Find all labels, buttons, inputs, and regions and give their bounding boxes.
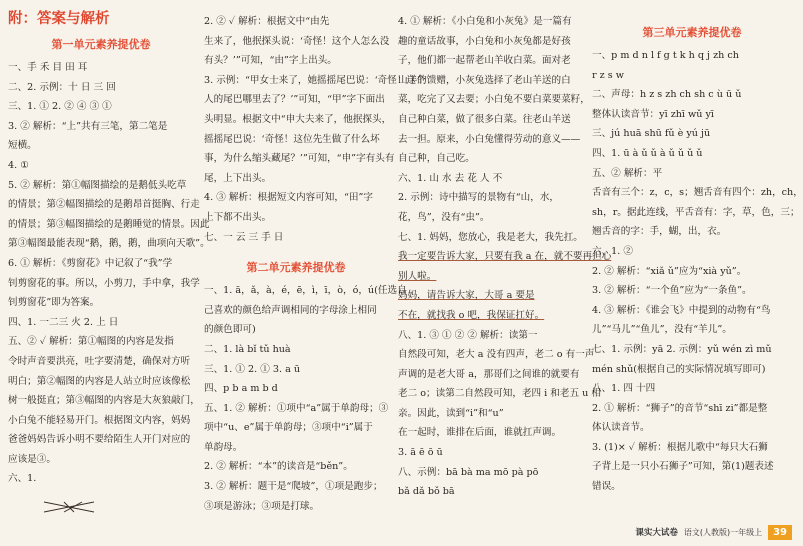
answer-line: 三、1. ① 2. ② ④ ③ ① (8, 101, 112, 113)
answer-line: 小白兔不能轻易开门。根据图文内容，妈妈 (8, 414, 191, 426)
answer-line: 八、1. ③ ① ② ② 解析：读第一 (398, 329, 538, 341)
answer-line: 四、1. 一二三 火 2. 上 日 (8, 316, 119, 328)
answer-line: 声调的是老大哥 a，那哥们之间谁的就要有 (398, 368, 580, 380)
answer-line: 短横。 (8, 140, 37, 152)
answer-line: 3. (1)× ✓ 解析：根据儿歌中“每只大石狮 (592, 441, 768, 453)
answer-line: 单韵母。 (204, 441, 243, 453)
answer-line: 应该是③。 (8, 453, 56, 465)
answer-line: 体认读音节。 (592, 422, 650, 434)
answer-line: 七、1. 示例：yā 2. 示例：yǔ wén zì mǔ (592, 343, 772, 355)
answer-line: 明白；第②幅图的内容是人站立时应该像松 (8, 375, 191, 387)
answer-line: 七、一 云 三 手 日 (204, 231, 284, 243)
answer-line: 上下都不出头。 (204, 211, 272, 223)
answer-line: 4. ① 解析：《小白兔和小灰兔》是一篇有 (398, 16, 572, 27)
answer-line: 树一般挺直；第③幅图的内容是大灰狼敲门， (8, 395, 200, 407)
answer-line: 八、1. 四 十四 (592, 383, 656, 395)
answer-line: bǎ dǎ bǒ bā (398, 486, 455, 498)
page-number: 39 (768, 525, 792, 540)
answer-line: 六、1. ② (592, 245, 633, 257)
answer-line: 在一起时，谁排在后面，谁就扛声调。 (398, 427, 562, 439)
answer-line: 2. 示例：诗中描写的景物有“山，水， (398, 192, 560, 204)
answer-line: 别人啦。 (398, 270, 437, 282)
answer-line: 4. ③ 解析：根据短文内容可知，“田”字 (204, 192, 373, 204)
answer-line: 不在，就找我 o 吧，我保证扛好。 (398, 309, 545, 321)
answer-line: sh，r。据此连线，平舌音有：字，草，色，三； (592, 206, 800, 218)
answer-line: 的情景；第②幅图描绘的是鹅昂首挺胸、行走 (8, 199, 200, 211)
answer-line: 错误。 (592, 481, 621, 493)
column-4-lines (592, 46, 803, 497)
answer-line: 六、1. 山 水 去 花 人 不 (398, 172, 503, 184)
answer-line: 趣的童话故事，小白兔和小灰兔都是好孩 (398, 35, 571, 47)
answer-line: 儿”“马儿”“鱼儿”，没有“羊儿”。 (592, 324, 732, 336)
answer-line: 妈妈，请告诉大家，大哥 a 要是 (398, 290, 535, 302)
answer-line: 3. ② 解析：“一个鱼”应为“一条鱼”。 (592, 285, 752, 297)
answer-line: 花，鸟”，没有“虫”。 (398, 211, 490, 223)
answer-line: ③项是游泳；③项是打球。 (204, 500, 320, 512)
answer-line: 第③幅图最能表现“鹅，鹅，鹅，曲项向天歌”。 (8, 238, 210, 250)
column-1 (8, 0, 210, 546)
page-footer (635, 524, 792, 540)
answer-line: 五、② 解析：平 (592, 167, 663, 179)
answer-line: 3. ā ē ō ū (398, 447, 443, 459)
section-title-unit3: 第三单元素养提优卷 (642, 26, 742, 39)
answer-line: 2. ② ✓ 解析：根据文中“由先 (204, 16, 330, 27)
answer-line: 三、jú huā shū fǔ è yú jū (592, 128, 711, 140)
answer-line: 事，为什么缩头藏尾？’”可知，“申”字有头有 (204, 153, 395, 165)
answer-line: 爸爸妈妈告诉小明不要给陌生人开门对应的 (8, 434, 191, 446)
answer-line: 摇摇尾巴说：‘奇怪！这位先生做了什么坏 (204, 133, 380, 145)
answer-line: 4. ① (8, 159, 29, 171)
answer-line: 舌音有三个：z，c，s；翘舌音有四个：zh，ch， (592, 187, 803, 199)
answer-line: 我一定要告诉大家，只要有我 a 在，就不要再担心 (398, 251, 612, 263)
answer-line: 子，他们都一起帮老山羊收白菜。面对老 (398, 55, 571, 67)
answer-line: 三、1. ① 2. ① 3. a ū (204, 363, 301, 375)
answer-line: 2. ① 解析：“狮子”的音节“shī zi”都是整 (592, 402, 768, 414)
answer-line: 3. ② 解析：“上”共有三笔，第二笔是 (8, 120, 168, 132)
connect-lines-figure (42, 500, 102, 514)
answer-line: 二、声母：h z s zh ch sh c ù ū ǔ (592, 89, 742, 101)
column-4 (592, 0, 803, 546)
answer-line: 二、1. là bǐ tǔ huà (204, 343, 291, 355)
answer-line: 3. ② 解析：题干是“爬坡”，①项是跑步； (204, 481, 383, 493)
answer-line: 5. ② 解析：第①幅图描绘的是鹅低头吃草 (8, 179, 187, 191)
answer-line: 整体认读音节：yī zhī wǔ yī (592, 108, 714, 120)
answer-line: 去一担。原来，小白兔懂得劳动的意义—— (398, 133, 581, 145)
answer-line: 头明显。根据文中“申大夫来了，他抿探头， (204, 113, 392, 125)
column-1-lines (8, 58, 210, 489)
answer-line: 菜，吃完了又去要；小白兔不要白菜要菜籽， (398, 94, 590, 106)
answer-line: 项中“u、e”属于单韵母；③项中“i”属于 (204, 422, 373, 434)
section-title-unit2: 第二单元素养提优卷 (246, 261, 346, 275)
answer-line: 五、1. ② 解析：①项中“a”属于单韵母；③ (204, 402, 389, 414)
answer-line: 6. ① 解析：《剪窗花》中记叙了“我”学 (8, 257, 173, 269)
answer-line: 七、1. 妈妈，您放心，我是老大，我先扛。 (398, 231, 583, 243)
answer-line: 3. 示例：“甲女士来了，她摇摇尾巴说：‘奇怪！这个 (204, 74, 426, 86)
answer-line: 钊剪窗花的事。所以，小剪刀，手中拿，我学 (8, 277, 200, 289)
answer-line: 一、p m d n l f g t k h q j zh ch (592, 50, 739, 61)
answer-line: 八、示例：bā bà ma mō pà pō (398, 466, 539, 478)
footer-edition: 语文(人教版)一年级上 (683, 527, 763, 537)
answer-line: 子背上是一只小石狮子”可知，第(1)题表述 (592, 461, 774, 473)
answer-line: 亲。因此，读到“i”和“u” (398, 407, 504, 419)
answer-line: 二、2. 示例：十 日 三 回 (8, 81, 116, 93)
answer-line: 4. ③ 解析：《谁会飞》中提到的动物有“鸟 (592, 304, 771, 316)
answer-line: 的情景；第③幅图描绘的是鹅睡觉的情景。因此 (8, 218, 210, 230)
answer-line: 人的尾巴哪里去了？’”可知，“甲”字下面出 (204, 94, 385, 106)
answer-line: 自然段可知，老大 a 没有四声，老二 o 有一声 (398, 349, 595, 361)
answer-line: 己喜欢的颜色给声调相同的字母涂上相同 (204, 304, 377, 316)
answer-line: 四、1. ū à ǔ ǔ à ǔ ǔ ǔ ǔ (592, 147, 703, 159)
answer-line: 五、② ✓ 解析：第①幅图的内容是发指 (8, 336, 174, 348)
section-title-unit1: 第一单元素养提优卷 (51, 38, 151, 51)
answer-line: mén shǔ(根据自己的实际情况填写即可) (592, 363, 766, 375)
answer-line: 老二 o；读第二自然段可知，老四 i 和老五 u 相 (398, 388, 601, 400)
answer-line: 尾，上下出头。 (204, 172, 272, 184)
answer-line: 一、手 禾 目 田 耳 (8, 62, 88, 73)
footer-brand: 课实大试卷 (635, 528, 678, 538)
answer-line: 钊剪窗花”即为答案。 (8, 297, 100, 309)
answer-line: 自己种白菜，做了很多白菜。往老山羊送 (398, 113, 571, 125)
answer-line: 自己种，自己吃。 (398, 153, 475, 165)
answer-line: 令时声音要洪亮，吐字要清楚，确保对方听 (8, 355, 191, 367)
answer-line: 有头？’”可知，“由”字上出头。 (204, 55, 337, 67)
answer-line: r z s w (592, 69, 624, 81)
answer-line: 生来了，他抿探头说：‘奇怪！这个人怎么没 (204, 35, 390, 47)
answer-line: 的颜色即可) (204, 324, 256, 336)
answer-line: 2. ② 解析：“本”的读音是“běn”。 (204, 461, 353, 473)
answer-line: 一、1. ā，ǎ，à，é，ē，ì，ī，ò，ó，ú(任选自 (204, 285, 407, 297)
column-2-bottom-lines (204, 281, 407, 516)
answer-line: 六、1. (8, 473, 37, 485)
answer-line: 2. ② 解析：“xiǎ ǔ”应为“xià yǔ”。 (592, 265, 747, 277)
column-2-top-lines (204, 12, 426, 247)
answer-line: 翘舌音的字：手，蝴，出，衣。 (592, 226, 727, 238)
main-title: 附：答案与解析 (8, 11, 110, 27)
answer-line: 山羊的馈赠，小灰兔选择了老山羊送的白 (398, 74, 571, 86)
answer-line: 四、p b a m b d (204, 383, 278, 395)
